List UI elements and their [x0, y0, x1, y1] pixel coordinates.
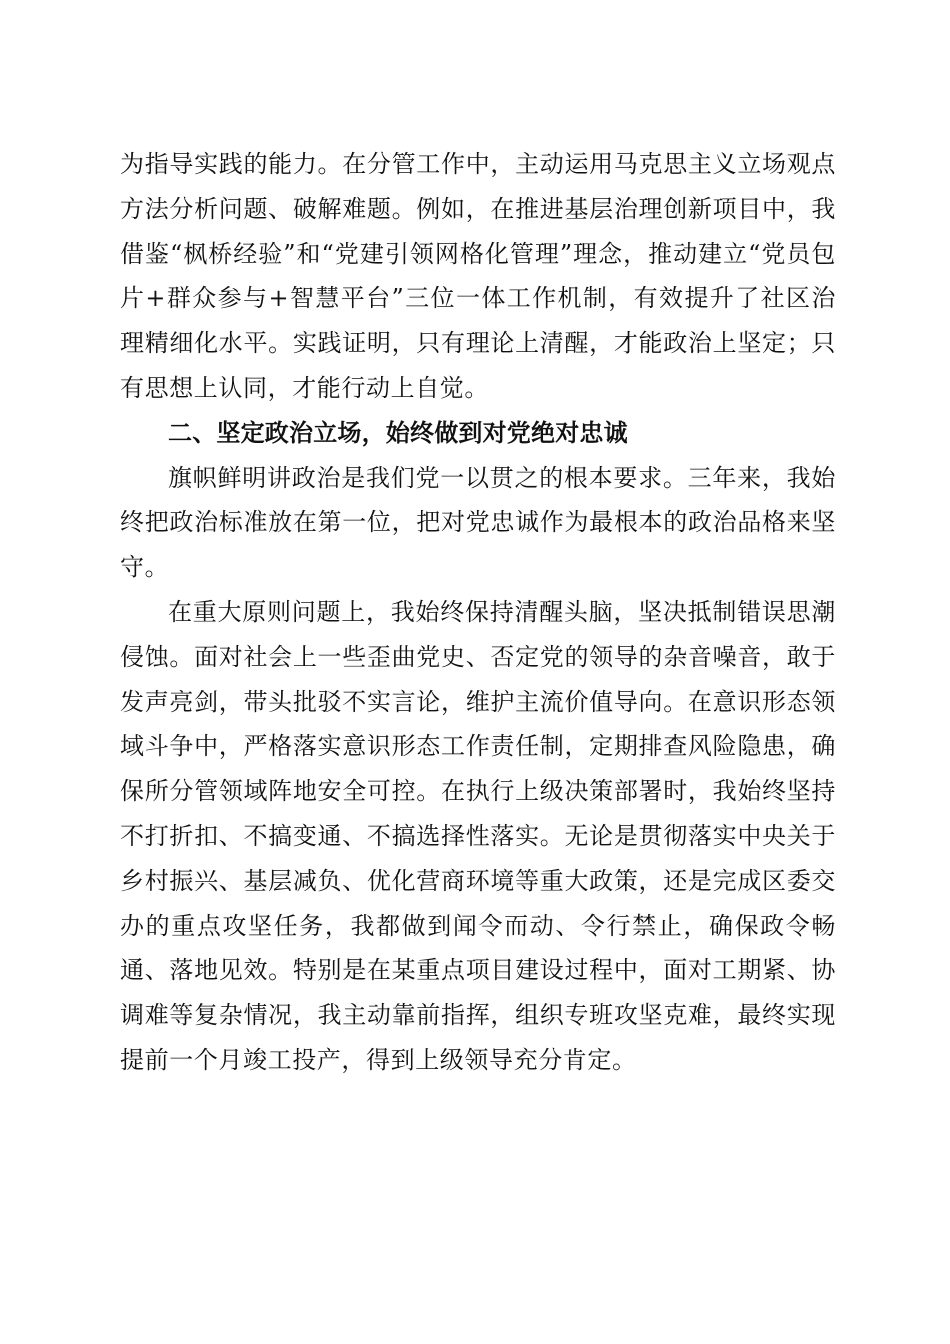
paragraph-political-intro: 旗帜鲜明讲政治是我们党一以贯之的根本要求。三年来，我始终把政治标准放在第一位，把对党忠诚作为最根本的政治品格来坚守。	[120, 463, 836, 582]
paragraph-continuation: 为指导实践的能力。在分管工作中，主动运用马克思主义立场观点方法分析问题、破解难题。例如，在推进基层治理创新项目中，我借鉴“枫桥经验”和“党建引领网格化管理”理念，推动建立“党员包片+群众参与+智慧平台”三位一体工作机制，有效提升了社区治理精细化水平。实践证明，只有理论上清醒，才能政治上坚定；只有思想上认同，才能行动上自觉。	[120, 150, 836, 402]
paragraph-principles: 在重大原则问题上，我始终保持清醒头脑，坚决抵制错误思潮侵蚀。面对社会上一些歪曲党史、否定党的领导的杂音噪音，敢于发声亮剑，带头批驳不实言论，维护主流价值导向。在意识形态领域斗争中，严格落实意识形态工作责任制，定期排查风险隐患，确保所分管领域阵地安全可控。在执行上级决策部署时，我始终坚持不打折扣、不搞变通、不搞选择性落实。无论是贯彻落实中央关于乡村振兴、基层减负、优化营商环境等重大政策，还是完成区委交办的重点攻坚任务，我都做到闻令而动、令行禁止，确保政令畅通、落地见效。特别是在某重点项目建设过程中，面对工期紧、协调难等复杂情况，我主动靠前指挥，组织专班攻坚克难，最终实现提前一个月竣工投产，得到上级领导充分肯定。	[120, 597, 836, 1074]
document-body	[120, 142, 836, 1083]
section-heading-2: 二、坚定政治立场，始终做到对党绝对忠诚	[168, 418, 628, 447]
